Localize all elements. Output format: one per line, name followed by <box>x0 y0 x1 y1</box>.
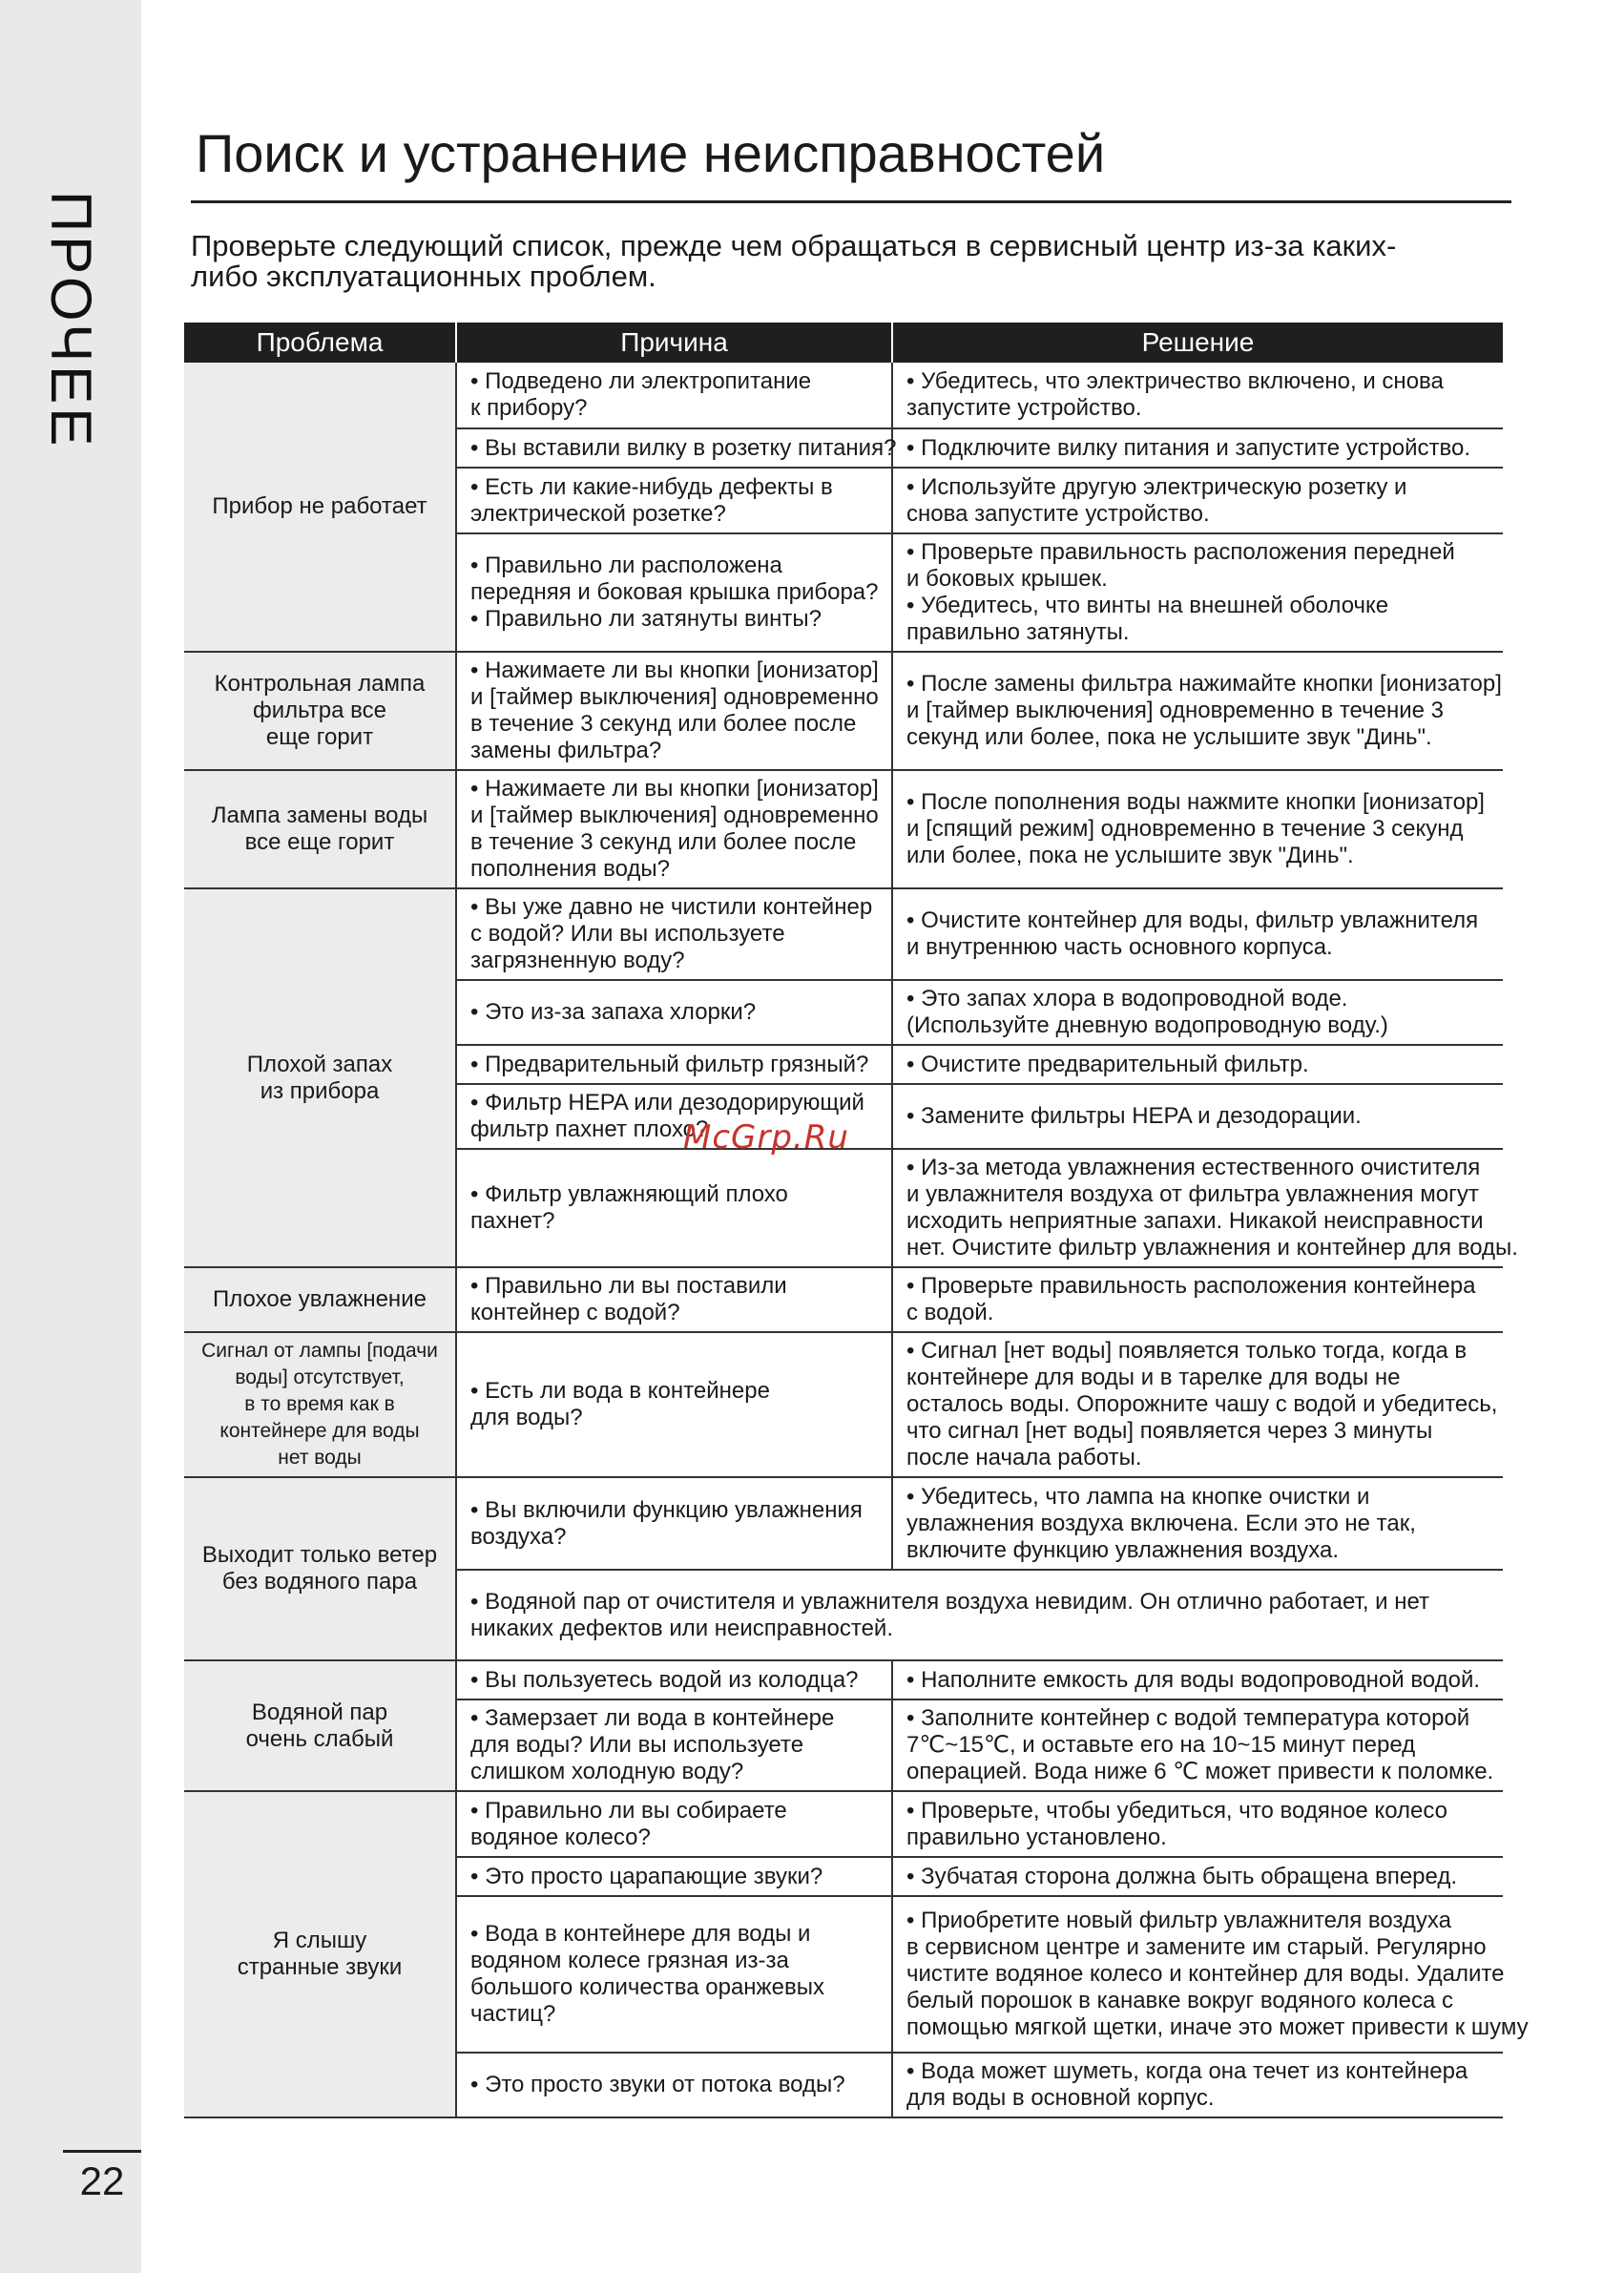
table-row <box>184 363 1503 428</box>
solution-line: и боковых крышек. <box>906 566 1108 592</box>
solution-line: • Заполните контейнер с водой температура которой <box>906 1705 1470 1731</box>
solution-cell <box>892 1896 1529 2053</box>
problem-line: Прибор не работает <box>212 493 427 519</box>
solution-line: помощью мягкой щетки, иначе это может привести к шуму <box>906 2014 1529 2040</box>
cause-line: водяном колесе грязная из-за <box>470 1948 789 1973</box>
solution-cell <box>892 2053 1503 2117</box>
problem-cell <box>184 1332 456 1477</box>
solution-line: или более, пока не услышите звук "Динь". <box>906 843 1354 868</box>
solution-line: операцией. Вода ниже 6 ℃ может привести к поломке. <box>906 1759 1494 1784</box>
problem-line: очень слабый <box>245 1725 394 1752</box>
cause-line: электрической розетке? <box>470 500 726 527</box>
cause-line: • Правильно ли вы собираете <box>470 1797 787 1824</box>
solution-cell <box>892 1267 1503 1332</box>
problem-line: все еще горит <box>244 829 395 855</box>
problem-line: Плохой запах <box>246 1051 393 1077</box>
table-row <box>184 1477 1503 1570</box>
solution-line: осталось воды. Опорожните чашу с водой и убедитесь, <box>906 1391 1498 1417</box>
solution-line: с водой. <box>906 1300 994 1325</box>
cause-cell <box>456 1660 892 1700</box>
table-row <box>184 1791 1503 1857</box>
solution-line: • Проверьте правильность расположения передней <box>906 539 1455 565</box>
cause-cell <box>456 1896 892 2053</box>
problem-cell <box>184 770 456 888</box>
solution-line: • Вода может шуметь, когда она течет из контейнера <box>906 2058 1468 2084</box>
solution-line: • После замены фильтра нажимайте кнопки [ионизатор] <box>906 671 1502 697</box>
cause-cell <box>456 468 892 533</box>
cause-line: в течение 3 секунд или более после <box>470 711 857 737</box>
cause-line: контейнер с водой? <box>470 1300 680 1325</box>
problem-line: странные звуки <box>237 1954 403 1980</box>
solution-line: увлажнения воздуха включена. Если это не так, <box>906 1510 1416 1536</box>
cause-line: • Это из-за запаха хлорки? <box>470 999 757 1025</box>
solution-line: • Проверьте правильность расположения контейнера <box>906 1273 1476 1299</box>
table-row <box>184 770 1503 888</box>
cause-line: • Вы пользуетесь водой из колодца? <box>470 1666 859 1693</box>
solution-line: • Наполните емкость для воды водопроводной водой. <box>906 1666 1481 1693</box>
problem-line: из прибора <box>260 1077 380 1104</box>
cause-line: передняя и боковая крышка прибора? <box>470 579 879 605</box>
cause-line: фильтр пахнет плохо? <box>470 1116 709 1142</box>
cause-line: • Предварительный фильтр грязный? <box>470 1051 869 1077</box>
problem-cell <box>184 1791 456 2117</box>
cause-line: • Это просто царапающие звуки? <box>470 1863 823 1889</box>
solution-line: • Убедитесь, что электричество включено, и снова <box>906 368 1444 394</box>
cause-line: слишком холодную воду? <box>470 1759 744 1784</box>
solution-line: запустите устройство. <box>906 395 1142 421</box>
solution-line: чистите водяное колесо и контейнер для воды. Удалите <box>906 1961 1505 1987</box>
cause-line: • Фильтр увлажняющий плохо <box>470 1181 788 1207</box>
cause-line: к прибору? <box>470 395 588 421</box>
problem-line: Водяной пар <box>251 1699 388 1725</box>
cause-cell <box>456 1045 892 1084</box>
solution-line: что сигнал [нет воды] появляется через 3 минуты <box>906 1418 1433 1444</box>
solution-line: • Убедитесь, что винты на внешней оболочке <box>906 593 1389 618</box>
cause-line: • Замерзает ли вода в контейнере <box>470 1705 835 1731</box>
solution-line: снова запустите устройство. <box>906 500 1210 527</box>
note-line: • Водяной пар от очистителя и увлажнителя воздуха невидим. Он отлично работает, и нет <box>470 1588 1430 1615</box>
solution-line: и увлажнителя воздуха от фильтра увлажнения могут <box>906 1181 1479 1207</box>
solution-line: • Замените фильтры HEPA и дезодорации. <box>906 1103 1362 1129</box>
solution-line: • Из-за метода увлажнения естественного очистителя <box>906 1155 1481 1180</box>
solution-line: • Очистите контейнер для воды, фильтр увлажнителя <box>906 907 1479 933</box>
solution-line: • Подключите вилку питания и запустите устройство. <box>906 434 1471 461</box>
solution-line: • Зубчатая сторона должна быть обращена вперед. <box>906 1863 1458 1889</box>
cause-cell <box>456 1791 892 1857</box>
solution-cell <box>892 1791 1503 1857</box>
cause-line: • Вода в контейнере для воды и <box>470 1921 811 1947</box>
cause-line: воздуха? <box>470 1523 567 1550</box>
solution-cell <box>892 428 1503 468</box>
cause-line: • Вы уже давно не чистили контейнер <box>470 894 873 920</box>
page-title: Поиск и устранение неисправностей <box>196 123 1106 183</box>
cause-line: • Фильтр HEPA или дезодорирующий <box>470 1090 864 1116</box>
cause-cell <box>456 1700 892 1791</box>
solution-cell <box>892 980 1503 1045</box>
solution-cell <box>892 468 1503 533</box>
problem-cell <box>184 1477 456 1660</box>
cause-line: частиц? <box>470 2001 556 2027</box>
solution-cell <box>892 1660 1503 1700</box>
cause-cell <box>456 428 897 468</box>
cause-cell <box>456 2053 892 2117</box>
cause-cell <box>456 533 892 652</box>
cause-line: • Нажимаете ли вы кнопки [ионизатор] <box>470 776 879 802</box>
cause-line: большого количества оранжевых <box>470 1974 824 2000</box>
cause-cell <box>456 1267 892 1332</box>
note-line: никаких дефектов или неисправностей. <box>470 1615 893 1641</box>
solution-cell <box>892 888 1503 980</box>
cause-line: • Вы вставили вилку в розетку питания? <box>470 434 897 461</box>
page-number: 22 <box>79 2158 125 2203</box>
solution-line: • После пополнения воды нажмите кнопки [ионизатор] <box>906 789 1485 815</box>
solution-cell <box>892 1700 1503 1791</box>
problem-line: Плохое увлажнение <box>213 1286 427 1312</box>
problem-cell <box>184 888 456 1267</box>
problem-line: Сигнал от лампы [подачи <box>201 1340 438 1362</box>
solution-line: белый порошок в канавке вокруг водяного колеса с <box>906 1988 1454 2013</box>
cause-line: для воды? Или вы используете <box>470 1732 804 1758</box>
cause-line: • Есть ли какие-нибудь дефекты в <box>470 473 833 500</box>
cause-line: водяное колесо? <box>470 1824 651 1850</box>
solution-line: и внутреннюю часть основного корпуса. <box>906 934 1333 960</box>
cause-line: замены фильтра? <box>470 738 662 763</box>
problem-cell <box>184 363 456 652</box>
solution-line: после начала работы. <box>906 1445 1142 1470</box>
solution-line: (Используйте дневную водопроводную воду.) <box>906 1012 1388 1038</box>
cause-line: • Правильно ли вы поставили <box>470 1273 787 1299</box>
watermark: McGrp.Ru <box>683 1118 849 1157</box>
problem-cell <box>184 652 456 770</box>
solution-line: • Очистите предварительный фильтр. <box>906 1051 1309 1077</box>
cause-line: • Правильно ли расположена <box>470 553 782 578</box>
cause-line: пополнения воды? <box>470 856 670 882</box>
cause-line: • Есть ли вода в контейнере <box>470 1378 770 1404</box>
cause-cell <box>456 1149 892 1267</box>
cause-line: и [таймер выключения] одновременно <box>470 684 879 710</box>
cause-cell <box>456 888 892 980</box>
problem-line: воды] отсутствует, <box>235 1366 405 1388</box>
title-rule <box>191 200 1511 203</box>
cause-cell <box>456 980 892 1045</box>
cause-cell <box>456 363 892 428</box>
table-row <box>184 888 1503 980</box>
problem-line: Выходит только ветер <box>201 1542 438 1568</box>
solution-line: 7℃~15℃, и оставьте его на 10~15 минут перед <box>906 1732 1416 1758</box>
solution-cell <box>892 1149 1518 1267</box>
cause-line: пахнет? <box>470 1208 555 1234</box>
solution-line: для воды в основной корпус. <box>906 2085 1215 2111</box>
cause-line: с водой? Или вы используете <box>470 921 785 947</box>
cause-line: • Правильно ли затянуты винты? <box>470 606 822 632</box>
header-cause: Причина <box>456 323 892 363</box>
problem-line: нет воды <box>278 1447 362 1469</box>
cause-line: в течение 3 секунд или более после <box>470 829 857 855</box>
cause-cell <box>456 1857 892 1896</box>
solution-cell <box>892 652 1503 770</box>
solution-line: исходить неприятные запахи. Никакой неисправности <box>906 1208 1484 1234</box>
cause-line: загрязненную воду? <box>470 948 685 973</box>
solution-cell <box>892 1857 1503 1896</box>
header-solution: Решение <box>892 323 1503 363</box>
header-problem: Проблема <box>184 323 456 363</box>
page-number-rule <box>63 2150 141 2153</box>
solution-line: нет. Очистите фильтр увлажнения и контейнер для воды. <box>906 1235 1518 1261</box>
solution-line: • Убедитесь, что лампа на кнопке очистки и <box>906 1483 1370 1510</box>
solution-cell <box>892 1477 1503 1570</box>
table-row <box>184 1660 1503 1700</box>
cause-cell <box>456 1332 892 1477</box>
table-header-row <box>184 323 1503 363</box>
cause-cell <box>456 652 892 770</box>
cause-line: • Нажимаете ли вы кнопки [ионизатор] <box>470 657 879 683</box>
problem-line: Лампа замены воды <box>211 803 428 828</box>
solution-line: и [спящий режим] одновременно в течение 3 секунд <box>906 816 1464 842</box>
cause-line: • Подведено ли электропитание <box>470 368 812 394</box>
solution-cell <box>892 770 1503 888</box>
solution-line: секунд или более, пока не услышите звук "Динь". <box>906 724 1432 750</box>
solution-line: • Используйте другую электрическую розетку и <box>906 473 1407 500</box>
solution-cell <box>892 533 1503 652</box>
cause-line: • Вы включили функцию увлажнения <box>470 1496 863 1523</box>
solution-line: • Это запах хлора в водопроводной воде. <box>906 986 1348 1011</box>
cause-line: для воды? <box>470 1405 583 1430</box>
section-label <box>21 191 120 448</box>
solution-line: правильно установлено. <box>906 1824 1167 1850</box>
table-row <box>184 1267 1503 1332</box>
problem-line: в то время как в <box>244 1393 395 1415</box>
solution-line: и [таймер выключения] одновременно в течение 3 <box>906 698 1444 723</box>
solution-line: контейнере для воды и в тарелке для воды не <box>906 1365 1401 1390</box>
solution-line: • Сигнал [нет воды] появляется только тогда, когда в <box>906 1338 1468 1364</box>
problem-line: контейнере для воды <box>219 1420 420 1442</box>
section-label-text: ПРОЧЕЕ <box>39 191 103 450</box>
solution-line: • Приобретите новый фильтр увлажнителя воздуха <box>906 1908 1451 1933</box>
cause-cell <box>456 1477 892 1570</box>
solution-cell <box>892 1332 1503 1477</box>
table-row <box>184 652 1503 770</box>
problem-line: фильтра все <box>253 698 386 723</box>
problem-line: без водяного пара <box>221 1569 418 1595</box>
table-row <box>184 1332 1503 1477</box>
problem-line: Я слышу <box>272 1928 367 1953</box>
intro-text: Проверьте следующий список, прежде чем обращаться в сервисный центр из-за каких-либо эксплуатационных проблем. <box>191 229 1397 293</box>
solution-cell <box>892 1045 1503 1084</box>
troubleshooting-table <box>184 323 1529 2118</box>
solution-line: включите функцию увлажнения воздуха. <box>906 1536 1340 1563</box>
problem-line: еще горит <box>265 724 374 750</box>
problem-cell <box>184 1267 456 1332</box>
solution-cell <box>892 1084 1503 1149</box>
problem-line: Контрольная лампа <box>214 671 426 697</box>
merged-note-cell <box>456 1570 1503 1660</box>
solution-line: в сервисном центре и замените им старый. Регулярно <box>906 1934 1487 1960</box>
solution-line: правильно затянуты. <box>906 619 1130 645</box>
cause-line: и [таймер выключения] одновременно <box>470 803 879 828</box>
problem-cell <box>184 1660 456 1791</box>
cause-line: • Это просто звуки от потока воды? <box>470 2072 845 2097</box>
solution-cell <box>892 363 1503 428</box>
cause-cell <box>456 770 892 888</box>
solution-line: • Проверьте, чтобы убедиться, что водяное колесо <box>906 1797 1447 1824</box>
